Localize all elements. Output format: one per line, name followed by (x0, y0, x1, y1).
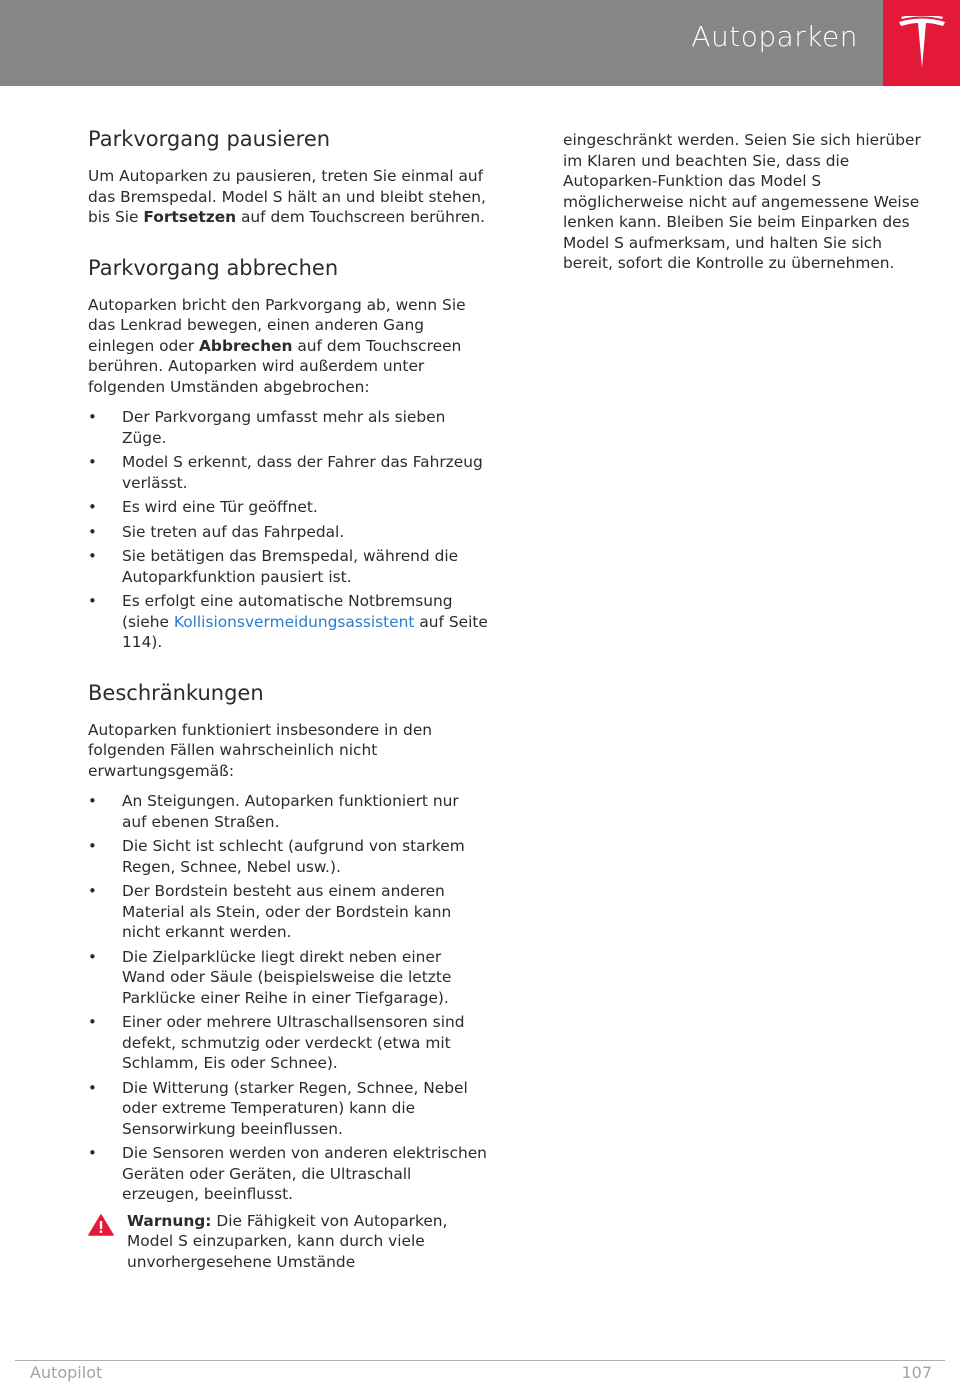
list-item: • Der Bordstein besteht aus einem anderen Material als Stein, oder der Bordstein kann nicht erkannt werden. (88, 881, 488, 943)
text: Autoparken bricht den Parkvorgang ab, wenn Sie das Lenkrad bewegen, einen anderen Gang einlegen oder (88, 295, 466, 355)
text: Es erfolgt eine automatische Notbremsung (siehe (122, 592, 453, 631)
warning-label: Warnung: (127, 1211, 212, 1230)
warning-icon (88, 1214, 114, 1236)
link-kollisionsvermeidungsassistent[interactable]: Kollisionsvermeidungsassistent (173, 612, 415, 631)
heading-cancel: Parkvorgang abbrechen (88, 255, 339, 280)
text: auf Seite 114). (122, 612, 488, 651)
list-item: • Die Sicht ist schlecht (aufgrund von starkem Regen, Schnee, Nebel usw.). (88, 836, 488, 877)
list-item: • An Steigungen. Autoparken funktioniert nur auf ebenen Straßen. (88, 791, 488, 832)
heading-limits: Beschränkungen (88, 680, 264, 705)
bold-term-fortsetzen: Fortsetzen (143, 208, 237, 226)
paragraph-limits: Autoparken funktioniert insbesondere in den folgenden Fällen wahrscheinlich nicht erwartungsgemäß: (88, 720, 433, 780)
section-pause (88, 126, 488, 228)
limits-list (88, 791, 488, 1205)
list-item: • Sie betätigen das Bremspedal, während die Autoparkfunktion pausiert ist. (88, 546, 488, 587)
list-item: • Die Witterung (starker Regen, Schnee, Nebel oder extreme Temperaturen) kann die Sensorwirkung beeinflussen. (88, 1078, 488, 1140)
page-header (0, 0, 960, 86)
cancel-list (88, 407, 488, 653)
bold-term-abbrechen: Abbrechen (199, 336, 293, 355)
text: auf dem Touchscreen berühren. (236, 208, 486, 226)
list-item: • Es wird eine Tür geöffnet. (88, 497, 488, 518)
footer-chapter: Autopilot (30, 1363, 103, 1382)
list-item: • Der Parkvorgang umfasst mehr als sieben Züge. (88, 407, 488, 448)
paragraph-continued: eingeschränkt werden. Seien Sie sich hierüber im Klaren und beachten Sie, dass die Autoparken-Funktion das Model S möglicherweise nicht auf angemessene Weise lenken kann. Bleiben Sie beim Einparken des Model S aufmerksam, und halten Sie sich bereit, sofort die Kontrolle zu übernehmen. (563, 131, 921, 272)
warning-box (88, 1211, 488, 1273)
header-title: Autoparken (691, 20, 858, 53)
section-limits (88, 680, 488, 1273)
warning-text: Die Fähigkeit von Autoparken, Model S einzuparken, kann durch viele unvorhergesehene Umstände (127, 1211, 448, 1271)
list-item: • Model S erkennt, dass der Fahrer das Fahrzeug verlässt. (88, 452, 488, 493)
heading-pause: Parkvorgang pausieren (88, 127, 331, 151)
list-item: • Die Zielparklücke liegt direkt neben einer Wand oder Säule (beispielsweise die letzte Parklücke einer Reihe in einer Tiefgarage). (88, 947, 488, 1009)
list-item: • Die Sensoren werden von anderen elektrischen Geräten oder Geräten, die Ultraschall erzeugen, beeinflusst. (88, 1143, 488, 1205)
tesla-logo (883, 0, 960, 86)
text: Um Autoparken zu pausieren, treten Sie einmal auf das Bremspedal. Model S hält an und bleibt stehen, bis Sie (88, 167, 486, 226)
section-cancel (88, 255, 488, 653)
list-item: • Einer oder mehrere Ultraschallsensoren sind defekt, schmutzig oder verdeckt (etwa mit Schlamm, Eis oder Schnee). (88, 1012, 488, 1074)
paragraph-pause (88, 166, 488, 228)
footer-divider (15, 1360, 945, 1361)
right-column (563, 130, 928, 284)
tesla-logo-icon (897, 16, 947, 70)
list-item: • Sie treten auf das Fahrpedal. (88, 522, 488, 543)
left-column (88, 126, 488, 1299)
list-item (88, 591, 488, 653)
paragraph-cancel (88, 295, 488, 398)
text: auf dem Touchscreen berühren. Autoparken wird außerdem unter folgenden Umständen abgebrochen: (88, 336, 462, 396)
footer-page-number: 107 (901, 1363, 932, 1382)
